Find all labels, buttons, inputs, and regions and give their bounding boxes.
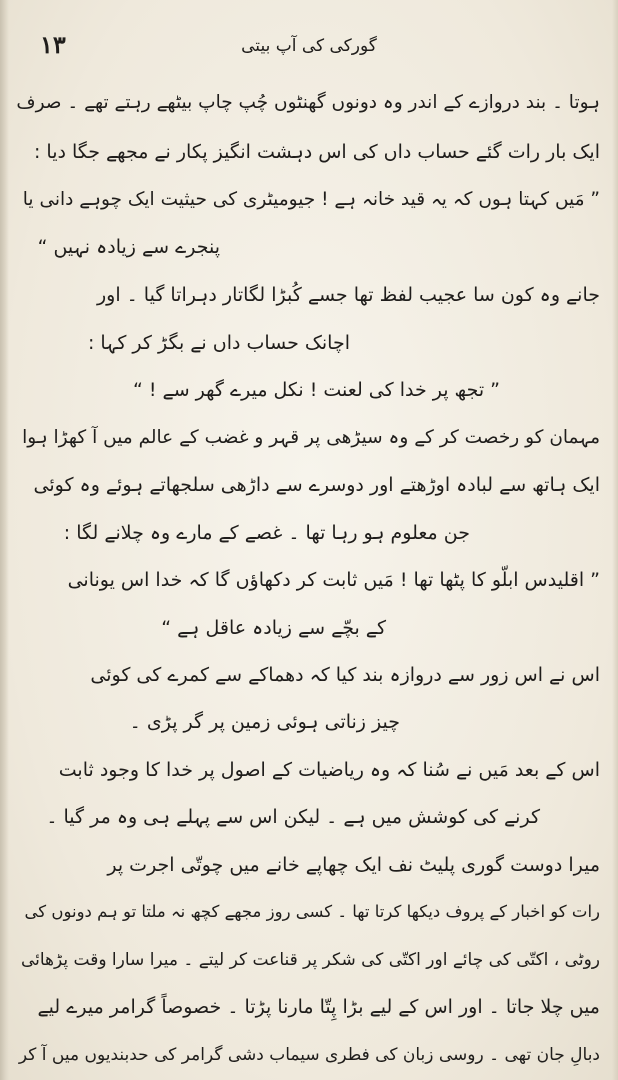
text-line: اس کے بعد مَیں نے سُنا کہ وہ ریاضیات کے اصول پر خدا کا وجود ثابت [58, 759, 600, 781]
running-title: گورکی کی آپ بیتی [241, 36, 377, 56]
text-line: مہمان کو رخصت کر کے وہ سیڑھی پر قہر و غضب کے عالم میں آ کھڑا ہوا [22, 427, 600, 448]
text-line: کے بچّے سے زیادہ عاقل ہے “ [161, 617, 386, 639]
text-line: ایک بار رات گئے حساب داں کی اس دہشت انگیز پکار نے مجھے جگا دیا : [33, 141, 600, 163]
page-edge-shadow [612, 0, 618, 1080]
text-line: جانے وہ کون سا عجیب لفظ تھا جسے کُبڑا لگاتار دہراتا گیا ۔ اور [96, 284, 600, 306]
text-line: میرا دوست گوری پلیٹ نف ایک چھاپے خانے میں چوتّی اجرت پر [107, 854, 600, 876]
text-line: اس نے اس زور سے دروازہ بند کیا کہ دھماکے سے کمرے کی کوئی [90, 664, 600, 686]
text-line: کرنے کی کوشش میں ہے ۔ لیکن اس سے پہلے ہی وہ مر گیا ۔ [46, 806, 540, 828]
text-line: ” مَیں کہتا ہوں کہ یہ قید خانہ ہے ! جیومیٹری کی حیثیت ایک چوہے دانی یا [22, 189, 600, 210]
text-line: ایک ہاتھ سے لبادہ اوڑھتے اور دوسرے سے داڑھی سلجھاتے ہوئے وہ کوئی [33, 474, 600, 496]
text-line: ” تجھ پر خدا کی لعنت ! نکل میرے گھر سے ! “ [133, 379, 500, 401]
text-line: ” اقلیدس ابلّو کا پٹھا تھا ! مَیں ثابت کر دکھاؤں گا کہ خدا اس یونانی [67, 569, 600, 591]
text-line: چیز زناتی ہوئی زمین پر گر پڑی ۔ [129, 711, 400, 733]
text-line: روٹی ، اکتّی کی چائے اور اکتّی کی شکر پر قناعت کر لیتے ۔ میرا سارا وقت پڑھائی [20, 950, 600, 970]
text-line: رات کو اخبار کے پروف دیکھا کرتا تھا ۔ کسی روز مجھے کچھ نہ ملتا تو ہم دونوں کی [24, 902, 600, 921]
page-gutter-shadow [0, 0, 9, 1080]
text-line: پنجرے سے زیادہ نہیں “ [37, 236, 220, 258]
text-line: ہوتا ۔ بند دروازے کے اندر وہ دونوں گھنٹوں چُپ چاپ بیٹھے رہتے تھے ۔ صرف [16, 92, 600, 113]
page-number: ۱۳ [40, 30, 66, 59]
text-line: اچانک حساب داں نے بگڑ کر کہا : [87, 332, 350, 354]
text-line: میں چلا جاتا ۔ اور اس کے لیے بڑا پِتّا مارنا پڑتا ۔ خصوصاً گرامر میرے لیے [37, 996, 600, 1018]
text-line: جن معلوم ہو رہا تھا ۔ غصے کے مارے وہ چلانے لگا : [63, 522, 470, 544]
text-line: دبالِ جان تھی ۔ روسی زبان کی فطری سیماب دشی گرامر کی حدبندیوں میں آ کر [18, 1045, 600, 1065]
